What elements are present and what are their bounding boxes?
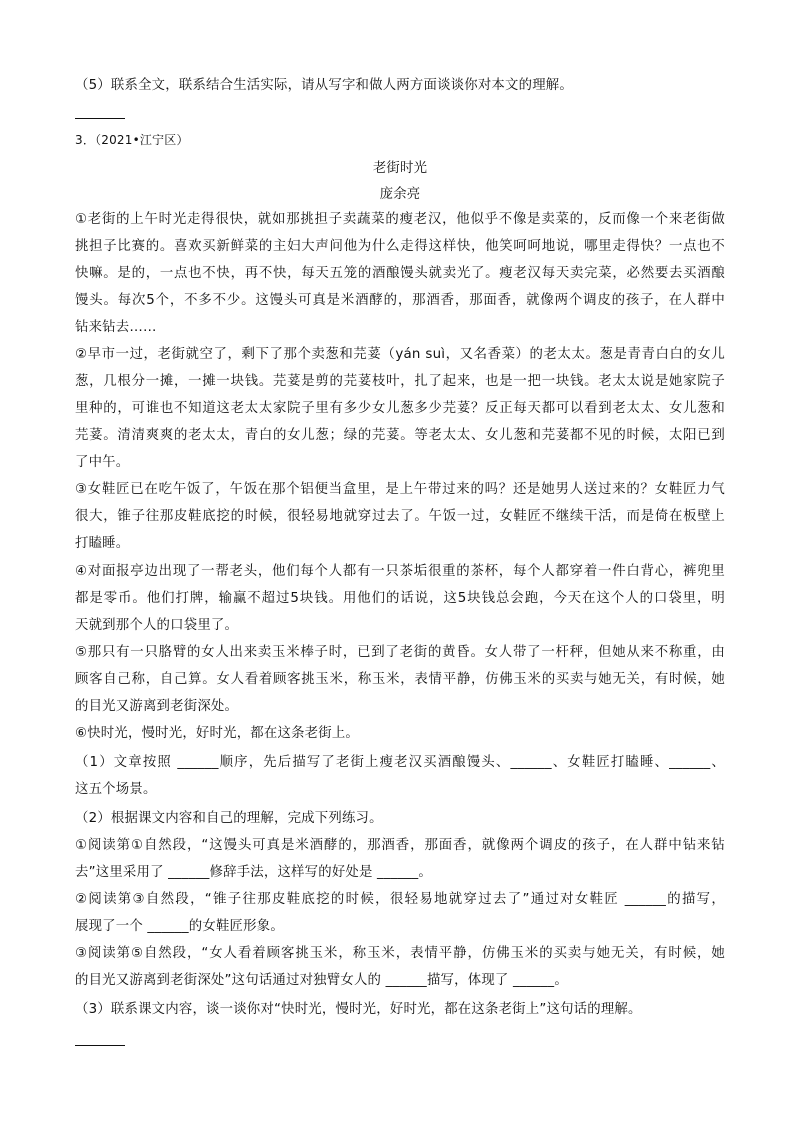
paragraph-2-line: 葱，几根分一摊，一摊一块钱。芫荽是剪的芫荽枝叶，扎了起来，也是一把一块钱。老太太说是她家院子	[75, 374, 725, 389]
paragraph-2-line: 芫荽。清清爽爽的老太太，青白的女儿葱；绿的芫荽。等老太太、女儿葱和芫荽都不见的时候，太阳已到	[75, 428, 725, 443]
question-1-line: （1）文章按照 ______顺序，先后描写了老街上瘦老汉买酒酿馒头、______、女鞋匠打瞌睡、______、	[75, 755, 725, 770]
paragraph-2-line: 了中午。	[75, 455, 130, 470]
question-3-prompt: （3）联系课文内容，谈一谈你对“快时光，慢时光，好时光，都在这条老街上”这句话的理解。	[75, 1002, 642, 1017]
paragraph-5-line: 顾客自己称，自己算。女人看着顾客挑玉米，称玉米，表情平静，仿佛玉米的买卖与她无关，有时候，她	[75, 672, 725, 687]
prev-question-5: （5）联系全文，联系结合生活实际，请从写字和做人两方面谈谈你对本文的理解。	[75, 78, 573, 93]
question-2b-line: 展现了一个 ______的女鞋匠形象。	[75, 919, 284, 934]
paragraph-2-line: 里种的，可谁也不知道这老太太家院子里有多少女儿葱多少芫荽？反正每天都可以看到老太太、女儿葱和	[75, 401, 725, 416]
paragraph-3-line: 很大，锥子往那皮鞋底挖的时候，很轻易地就穿过去了。午饭一过，女鞋匠不继续干活，而是倚在板壁上	[75, 509, 725, 524]
paragraph-2-line: ②早市一过，老街就空了，剩下了那个卖葱和芫荽（yán suì，又名香菜）的老太太。葱是青青白白的女儿	[75, 347, 725, 362]
article-title: 老街时光	[372, 161, 428, 176]
paragraph-4-line: 都是零币。他们打牌，输赢不超过5块钱。用他们的话说，这5块钱总会跑，今天在这个人的口袋里，明	[75, 591, 725, 606]
question-1-line: 这五个场景。	[75, 782, 157, 797]
question-2b-line: ②阅读第③自然段，“锥子往那皮鞋底挖的时候，很轻易地就穿过去了”通过对女鞋匠 ______的描写，	[75, 892, 725, 907]
answer-line	[75, 118, 125, 119]
question-2a-line: ①阅读第①自然段，“这馒头可真是米酒酵的，那酒香，那面香，就像两个调皮的孩子，在人群中钻来钻	[75, 838, 725, 853]
paragraph-1-line: 挑担子比赛的。喜欢买新鲜菜的主妇大声问他为什么走得这样快，他笑呵呵地说，哪里走得快？一点也不	[75, 239, 725, 254]
paragraph-5-line: ⑤那只有一只胳臂的女人出来卖玉米棒子时，已到了老街的黄昏。女人带了一杆秤，但她从来不称重，由	[75, 645, 725, 660]
paragraph-6-line: ⑥快时光，慢时光，好时光，都在这条老街上。	[75, 726, 360, 741]
article-author: 庞余亮	[379, 187, 421, 202]
answer-line	[75, 1045, 125, 1046]
question-3-header: 3．（2021•江宁区）	[75, 133, 189, 147]
question-2-prompt: （2）根据课文内容和自己的理解，完成下列练习。	[75, 811, 383, 826]
paragraph-4-line: ④对面报亭边出现了一帮老头，他们每个人都有一只茶垢很重的茶杯，每个人都穿着一件白背心，裤兜里	[75, 564, 725, 579]
paragraph-5-line: 的目光又游离到老街深处。	[75, 699, 239, 714]
paragraph-1-line: 钻来钻去……	[75, 320, 157, 335]
question-2c-line: 的目光又游离到老街深处”这句话通过对独臂女人的 ______描写，体现了 ______。	[75, 973, 568, 988]
paragraph-3-line: 打瞌睡。	[75, 536, 130, 551]
paragraph-1-line: 快嘛。是的，一点也不快，再不快，每天五笼的酒酿馒头就卖光了。瘦老汉每天卖完菜，必然要去买酒酿	[75, 266, 725, 281]
paragraph-1-line: 馒头。每次5个，不多不少。这馒头可真是米酒酵的，那酒香，那面香，就像两个调皮的孩子，在人群中	[75, 293, 725, 308]
question-2c-line: ③阅读第⑤自然段，“女人看着顾客挑玉米，称玉米，表情平静，仿佛玉米的买卖与她无关，有时候，她	[75, 946, 725, 961]
paragraph-3-line: ③女鞋匠已在吃午饭了，午饭在那个铝便当盒里，是上午带过来的吗？还是她男人送过来的？女鞋匠力气	[75, 482, 725, 497]
question-2a-line: 去”这里采用了 ______修辞手法，这样写的好处是 ______。	[75, 865, 433, 880]
paragraph-1-line: ①老街的上午时光走得很快，就如那挑担子卖蔬菜的瘦老汉，他似乎不像是卖菜的，反而像一个来老街做	[75, 212, 725, 227]
paragraph-4-line: 天就到那个人的口袋里了。	[75, 618, 239, 633]
